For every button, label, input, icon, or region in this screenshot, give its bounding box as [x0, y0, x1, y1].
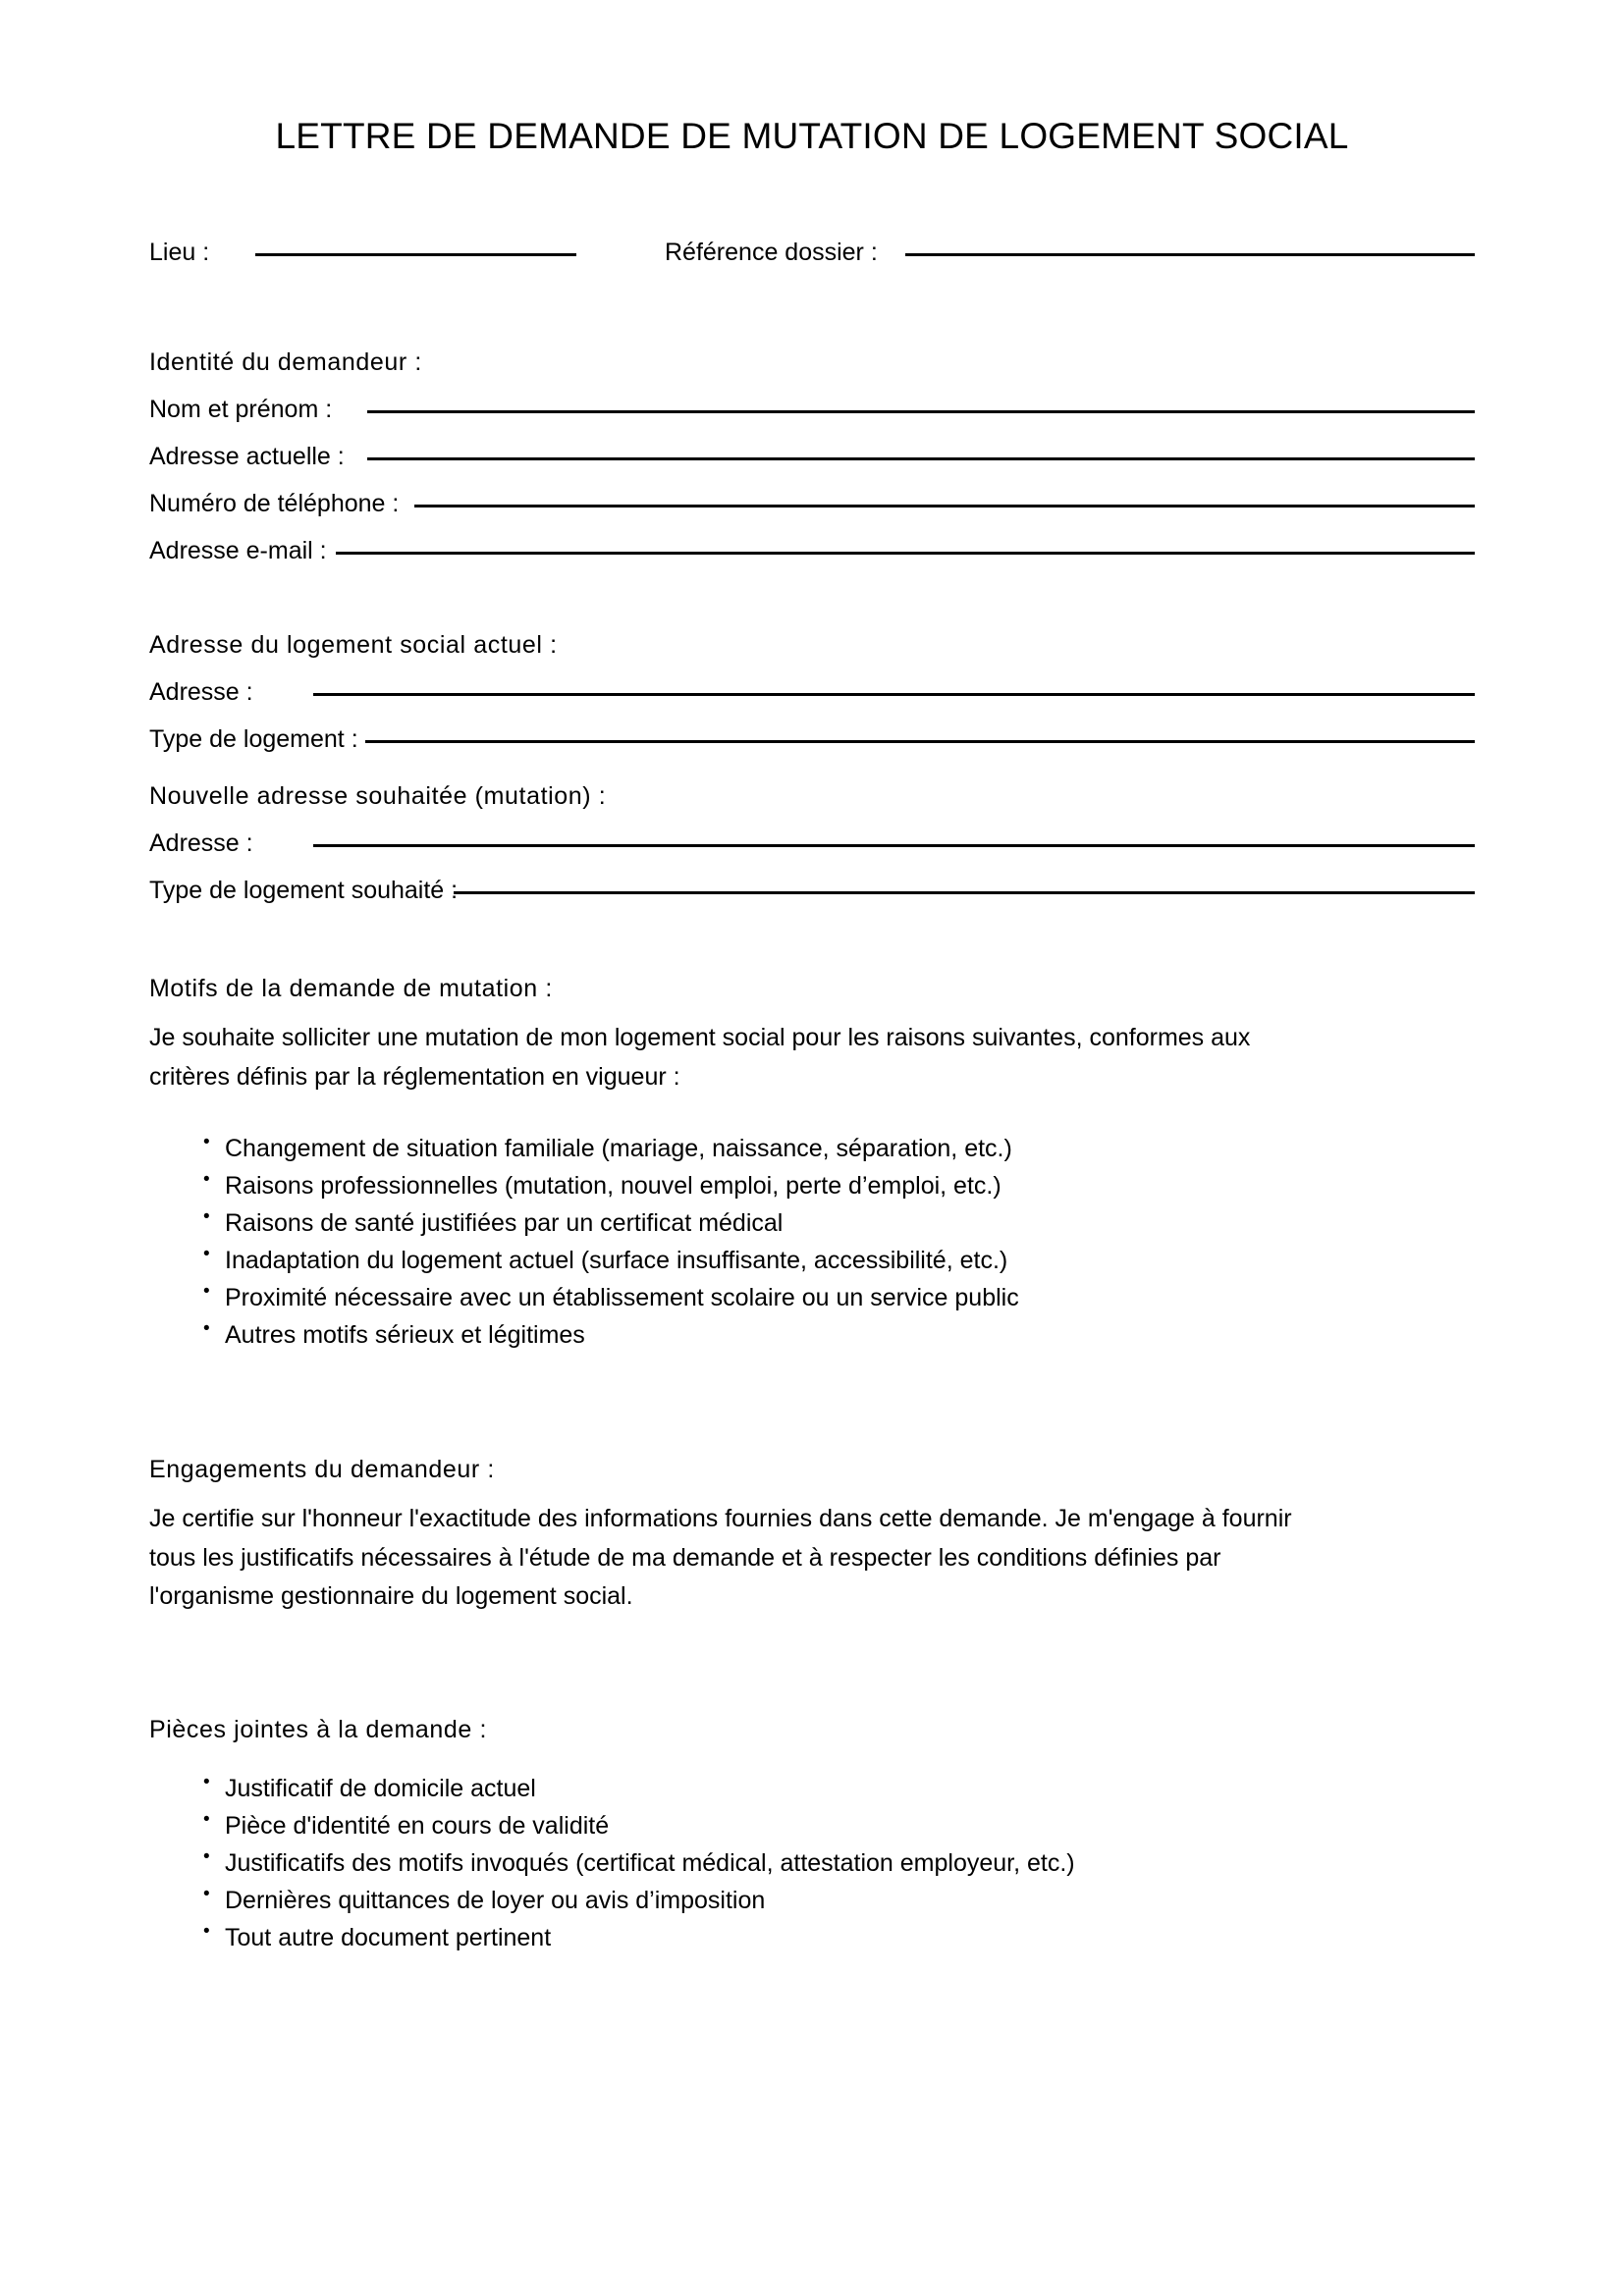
engagements-line-1: Je certifie sur l'honneur l'exactitude des informations fournies dans cette demande. Je m'engage à fournir — [149, 1505, 1292, 1532]
section-identity-heading: Identité du demandeur : — [149, 348, 422, 376]
section-engagements — [149, 1456, 1475, 1617]
new-adresse-input-line[interactable] — [313, 844, 1475, 847]
current-type-input-line[interactable] — [365, 740, 1475, 743]
field-row — [149, 443, 1475, 471]
list-item: • Inadaptation du logement actuel (surface insuffisante, accessibilité, etc.) — [203, 1242, 1475, 1279]
motifs-intro-line-2: critères définis par la réglementation en vigueur : — [149, 1062, 680, 1091]
motifs-list — [203, 1130, 1475, 1354]
telephone-label: Numéro de téléphone : — [149, 490, 400, 517]
field-row — [149, 829, 1475, 858]
motifs-intro-line-1: Je souhaite solliciter une mutation de mon logement social pour les raisons suivantes, conformes aux — [149, 1024, 1251, 1051]
section-motifs — [149, 975, 1475, 1354]
page-title: LETTRE DE DEMANDE DE MUTATION DE LOGEMENT SOCIAL — [275, 116, 1349, 156]
list-item: • Pièce d'identité en cours de validité — [203, 1807, 1475, 1844]
section-current-housing — [149, 631, 1475, 754]
lieu-input-line[interactable] — [255, 253, 576, 256]
field-row — [149, 396, 1475, 424]
new-type-input-line[interactable] — [454, 891, 1475, 894]
email-label: Adresse e-mail : — [149, 537, 327, 564]
section-attachments — [149, 1716, 1475, 1956]
section-requested-housing-heading: Nouvelle adresse souhaitée (mutation) : — [149, 782, 607, 810]
motifs-heading: Motifs de la demande de mutation : — [149, 975, 553, 1002]
new-type-label: Type de logement souhaité : — [149, 877, 459, 904]
reference-input-line[interactable] — [905, 253, 1475, 256]
header-row — [149, 239, 1475, 267]
email-input-line[interactable] — [336, 552, 1475, 555]
reference-label: Référence dossier : — [665, 239, 878, 266]
section-identity — [149, 348, 1475, 565]
field-row — [149, 537, 1475, 565]
field-row — [149, 678, 1475, 707]
document-content — [149, 0, 1475, 1951]
list-item: • Tout autre document pertinent — [203, 1919, 1475, 1956]
list-item: • Raisons de santé justifiées par un certificat médical — [203, 1204, 1475, 1242]
list-item: • Dernières quittances de loyer ou avis d’imposition — [203, 1882, 1475, 1919]
pieces-list — [203, 1770, 1475, 1956]
list-item: • Proximité nécessaire avec un établissement scolaire ou un service public — [203, 1279, 1475, 1316]
engagements-line-3: l'organisme gestionnaire du logement social. — [149, 1582, 633, 1610]
telephone-input-line[interactable] — [414, 505, 1475, 507]
engagements-heading: Engagements du demandeur : — [149, 1456, 495, 1483]
list-item: • Raisons professionnelles (mutation, nouvel emploi, perte d’emploi, etc.) — [203, 1167, 1475, 1204]
nom-prenom-label: Nom et prénom : — [149, 396, 333, 423]
list-item: • Justificatifs des motifs invoqués (certificat médical, attestation employeur, etc.) — [203, 1844, 1475, 1882]
adresse-actuelle-input-line[interactable] — [367, 457, 1475, 460]
current-adresse-label: Adresse : — [149, 678, 253, 706]
field-row — [149, 725, 1475, 754]
pieces-heading: Pièces jointes à la demande : — [149, 1716, 487, 1743]
list-item: • Autres motifs sérieux et légitimes — [203, 1316, 1475, 1354]
list-item: • Changement de situation familiale (mariage, naissance, séparation, etc.) — [203, 1130, 1475, 1167]
field-row — [149, 877, 1475, 905]
section-requested-housing — [149, 782, 1475, 905]
section-current-housing-heading: Adresse du logement social actuel : — [149, 631, 558, 659]
current-type-label: Type de logement : — [149, 725, 358, 753]
engagements-line-2: tous les justificatifs nécessaires à l'étude de ma demande et à respecter les conditions définies par — [149, 1543, 1221, 1572]
current-adresse-input-line[interactable] — [313, 693, 1475, 696]
nom-prenom-input-line[interactable] — [367, 410, 1475, 413]
adresse-actuelle-label: Adresse actuelle : — [149, 443, 345, 470]
lieu-label: Lieu : — [149, 239, 210, 266]
new-adresse-label: Adresse : — [149, 829, 253, 857]
field-row — [149, 490, 1475, 518]
list-item: • Justificatif de domicile actuel — [203, 1770, 1475, 1807]
